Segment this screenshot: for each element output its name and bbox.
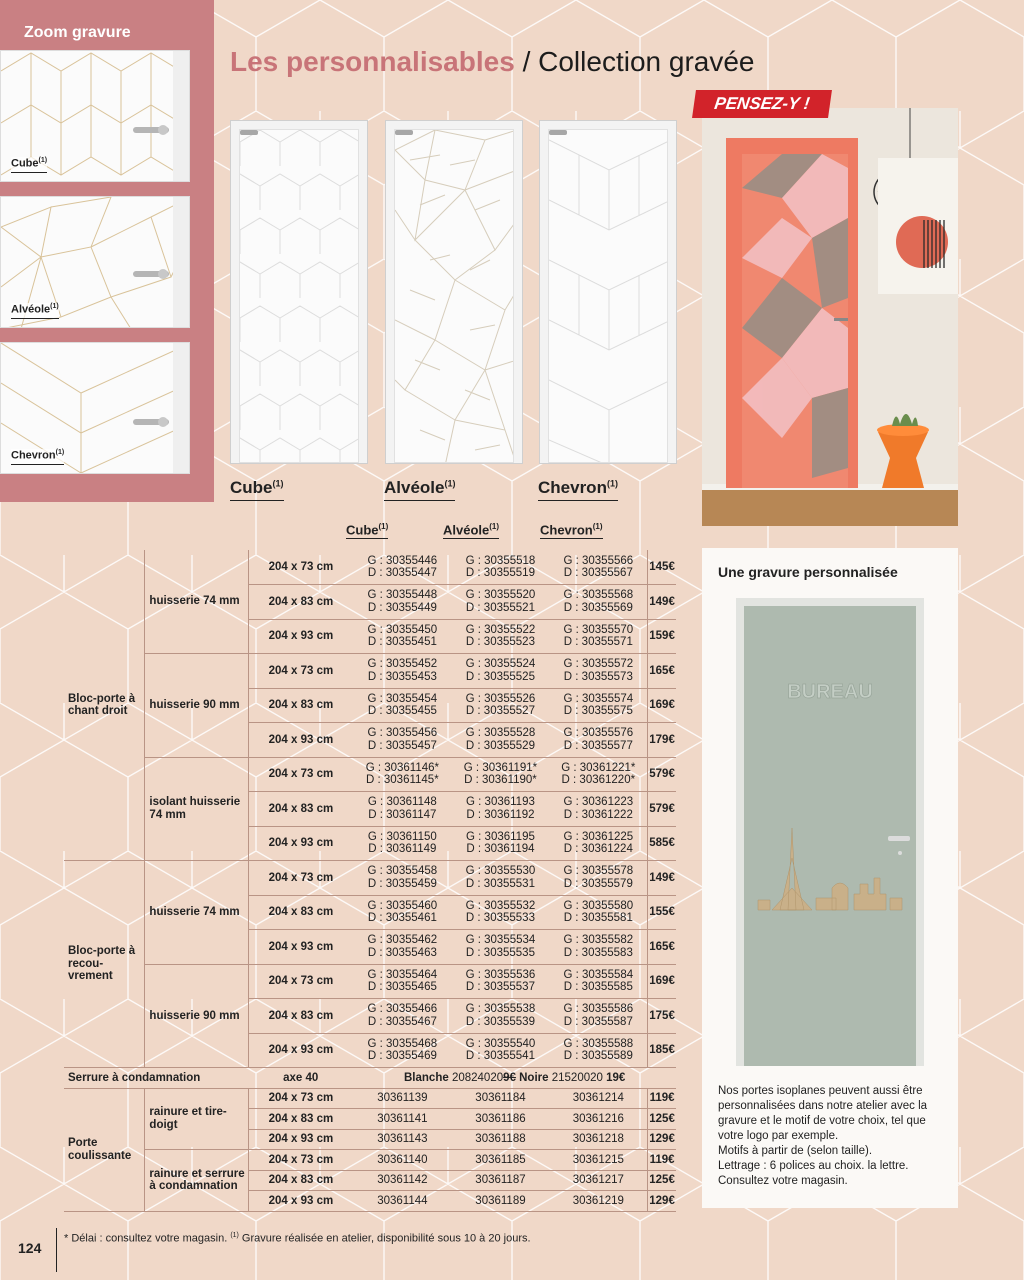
code-cell-alveole: G : 30361193 D : 30361192	[451, 792, 549, 827]
code-cell-chevron: G : 30355584 D : 30355585	[550, 964, 648, 999]
price-cell: 179€	[648, 723, 676, 758]
code-cell-chevron: G : 30355586 D : 30355587	[550, 999, 648, 1034]
dimension-cell: 204 x 93 cm	[248, 619, 353, 654]
code-cell-alveole: 30361186	[451, 1109, 549, 1130]
code-cell-cube: 30361143	[353, 1129, 451, 1150]
row-subtype-label: huisserie 74 mm	[145, 861, 248, 965]
table-row	[64, 757, 676, 792]
code-cell-chevron: 30361218	[550, 1129, 648, 1150]
code-cell-cube: G : 30355460 D : 30355461	[353, 895, 451, 930]
table-row	[64, 861, 676, 896]
dimension-cell: 204 x 73 cm	[248, 757, 353, 792]
code-cell-alveole: 30361189	[451, 1191, 549, 1212]
price-cell: 175€	[648, 999, 676, 1034]
dimension-cell: 204 x 73 cm	[248, 654, 353, 689]
table-row	[64, 654, 676, 689]
zoom-cube	[0, 50, 190, 182]
zoom-panel	[0, 0, 214, 502]
row-subtype-label: isolant huisserie 74 mm	[145, 757, 248, 861]
code-cell-chevron: G : 30361221* D : 30361220*	[550, 757, 648, 792]
zoom-title: Zoom gravure	[24, 24, 131, 41]
code-cell-alveole: G : 30355528 D : 30355529	[451, 723, 549, 758]
code-cell-alveole: G : 30355534 D : 30355535	[451, 930, 549, 965]
row-subtype-label: huisserie 74 mm	[145, 550, 248, 654]
footer-separator	[56, 1228, 57, 1272]
code-cell-cube: G : 30361150 D : 30361149	[353, 826, 451, 861]
row-subtype-label: huisserie 90 mm	[145, 964, 248, 1068]
footnote: * Délai : consultez votre magasin. $^{(1)}$ Gravure réalisée en atelier, disponibilité sous 10 à 20 jours.	[64, 1232, 531, 1245]
dimension-cell: 204 x 93 cm	[248, 1129, 353, 1150]
chevron-door-pattern	[549, 130, 668, 463]
dimension-cell: 204 x 83 cm	[248, 1170, 353, 1191]
code-cell-cube: G : 30355458 D : 30355459	[353, 861, 451, 896]
row-type-label: Bloc-porte à chant droit	[64, 550, 145, 861]
code-cell-chevron: 30361219	[550, 1191, 648, 1212]
price-cell: 125€	[648, 1170, 676, 1191]
code-cell-cube: G : 30355456 D : 30355457	[353, 723, 451, 758]
price-cell: 149€	[648, 861, 676, 896]
row-type-label: Porte coulissante	[64, 1088, 145, 1211]
code-cell-alveole: G : 30355522 D : 30355523	[451, 619, 549, 654]
dimension-cell: 204 x 83 cm	[248, 792, 353, 827]
price-cell: 119€	[648, 1150, 676, 1171]
lock-label: Serrure à condamnation	[64, 1068, 248, 1089]
price-cell: 129€	[648, 1191, 676, 1212]
price-cell: 585€	[648, 826, 676, 861]
code-cell-chevron: 30361214	[550, 1088, 648, 1109]
code-cell-chevron: G : 30355582 D : 30355583	[550, 930, 648, 965]
code-cell-chevron: G : 30361225 D : 30361224	[550, 826, 648, 861]
door-handle-icon	[240, 130, 258, 135]
zoom-label-cube: Cube$^{(1)}$	[11, 157, 47, 173]
code-cell-chevron: 30361215	[550, 1150, 648, 1171]
code-cell-alveole: G : 30355526 D : 30355527	[451, 688, 549, 723]
cube-door-pattern	[240, 130, 359, 463]
code-cell-alveole: 30361185	[451, 1150, 549, 1171]
price-cell: 159€	[648, 619, 676, 654]
code-cell-chevron: G : 30355566 D : 30355567	[550, 550, 648, 585]
dimension-cell: 204 x 83 cm	[248, 688, 353, 723]
page-title: Les personnalisables / Collection gravée	[230, 46, 755, 77]
row-subtype-label: rainure et serrure à condamnation	[145, 1150, 248, 1212]
code-cell-cube: G : 30355452 D : 30355453	[353, 654, 451, 689]
room-photo	[702, 108, 958, 526]
dimension-cell: 204 x 73 cm	[248, 1150, 353, 1171]
code-cell-chevron: G : 30355576 D : 30355577	[550, 723, 648, 758]
code-cell-cube: G : 30355450 D : 30355451	[353, 619, 451, 654]
code-cell-alveole: 30361184	[451, 1088, 549, 1109]
code-cell-alveole: G : 30355536 D : 30355537	[451, 964, 549, 999]
code-cell-alveole: G : 30355532 D : 30355533	[451, 895, 549, 930]
page-number: 124	[18, 1240, 42, 1256]
dimension-cell: 204 x 93 cm	[248, 723, 353, 758]
zoom-alveole	[0, 196, 190, 328]
zoom-chevron	[0, 342, 190, 474]
code-cell-cube: G : 30355464 D : 30355465	[353, 964, 451, 999]
code-cell-cube: G : 30361148 D : 30361147	[353, 792, 451, 827]
table-row	[64, 550, 676, 585]
zoom-label-alveole: Alvéole$^{(1)}$	[11, 303, 59, 319]
row-subtype-label: huisserie 90 mm	[145, 654, 248, 758]
code-cell-alveole: G : 30355530 D : 30355531	[451, 861, 549, 896]
row-type-label: Bloc-porte à recou-vrement	[64, 861, 145, 1068]
price-cell: 165€	[648, 930, 676, 965]
door-name-chevron: Chevron$^{(1)}$	[538, 478, 618, 501]
code-cell-chevron: G : 30355570 D : 30355571	[550, 619, 648, 654]
dimension-cell: 204 x 93 cm	[248, 1191, 353, 1212]
code-cell-alveole: G : 30355524 D : 30355525	[451, 654, 549, 689]
dimension-cell: 204 x 73 cm	[248, 861, 353, 896]
price-cell: 145€	[648, 550, 676, 585]
dimension-cell: 204 x 73 cm	[248, 964, 353, 999]
code-cell-chevron: G : 30355580 D : 30355581	[550, 895, 648, 930]
col-head-cube: Cube$^{(1)}$	[346, 522, 389, 538]
price-cell: 149€	[648, 585, 676, 620]
table-row	[64, 1088, 676, 1109]
code-cell-cube: 30361140	[353, 1150, 451, 1171]
code-cell-cube: G : 30355466 D : 30355467	[353, 999, 451, 1034]
code-cell-cube: G : 30355446 D : 30355447	[353, 550, 451, 585]
code-cell-alveole: 30361188	[451, 1129, 549, 1150]
code-cell-cube: 30361142	[353, 1170, 451, 1191]
code-cell-chevron: G : 30355588 D : 30355589	[550, 1033, 648, 1068]
col-head-chevron: Chevron$^{(1)}$	[540, 522, 603, 538]
table-row	[64, 964, 676, 999]
code-cell-chevron: G : 30355568 D : 30355569	[550, 585, 648, 620]
code-cell-cube: 30361139	[353, 1088, 451, 1109]
price-cell: 169€	[648, 688, 676, 723]
dimension-cell: 204 x 93 cm	[248, 1033, 353, 1068]
price-cell: 579€	[648, 757, 676, 792]
code-cell-alveole: G : 30355540 D : 30355541	[451, 1033, 549, 1068]
dimension-cell: 204 x 83 cm	[248, 585, 353, 620]
code-cell-chevron: G : 30355574 D : 30355575	[550, 688, 648, 723]
price-cell: 579€	[648, 792, 676, 827]
code-cell-cube: 30361144	[353, 1191, 451, 1212]
dimension-cell: 204 x 83 cm	[248, 999, 353, 1034]
dimension-cell: 204 x 83 cm	[248, 1109, 353, 1130]
price-cell: 125€	[648, 1109, 676, 1130]
code-cell-chevron: 30361216	[550, 1109, 648, 1130]
price-cell: 165€	[648, 654, 676, 689]
code-cell-chevron: G : 30355572 D : 30355573	[550, 654, 648, 689]
code-cell-alveole: 30361187	[451, 1170, 549, 1191]
code-cell-alveole: G : 30355520 D : 30355521	[451, 585, 549, 620]
row-subtype-label: rainure et tire-doigt	[145, 1088, 248, 1150]
code-cell-alveole: G : 30361191* D : 30361190*	[451, 757, 549, 792]
table-row	[64, 1150, 676, 1171]
lock-options: Blanche 208240209€ Noire 21520020 19€	[353, 1068, 676, 1089]
code-cell-cube: G : 30361146* D : 30361145*	[353, 757, 451, 792]
code-cell-chevron: 30361217	[550, 1170, 648, 1191]
code-cell-cube: G : 30355448 D : 30355449	[353, 585, 451, 620]
lock-row	[64, 1068, 676, 1089]
price-cell: 185€	[648, 1033, 676, 1068]
bureau-door-image	[736, 598, 924, 1066]
door-cube	[230, 120, 368, 464]
door-handle-icon	[395, 130, 413, 135]
price-cell: 129€	[648, 1129, 676, 1150]
dimension-cell: 204 x 73 cm	[248, 1088, 353, 1109]
bureau-title: Une gravure personnalisée	[718, 564, 898, 580]
pensez-y-banner: PENSEZ-Y !	[692, 90, 832, 118]
dimension-cell: 204 x 93 cm	[248, 930, 353, 965]
bureau-panel	[702, 548, 958, 1208]
code-cell-alveole: G : 30355538 D : 30355539	[451, 999, 549, 1034]
lock-axe: axe 40	[248, 1068, 353, 1089]
alveole-door-pattern	[395, 130, 514, 463]
price-cell: 155€	[648, 895, 676, 930]
price-cell: 119€	[648, 1088, 676, 1109]
price-table	[64, 550, 676, 1212]
bureau-description: Nos portes isoplanes peuvent aussi être personnalisées dans notre atelier avec la gravure et le motif de votre choix, tel que votre logo par exemple. Motifs à partir de (selon taille). Lettrage : 6 polices au choix. la lettre. Consultez votre magasin.	[718, 1085, 928, 1187]
code-cell-alveole: G : 30361195 D : 30361194	[451, 826, 549, 861]
dimension-cell: 204 x 83 cm	[248, 895, 353, 930]
code-cell-cube: G : 30355468 D : 30355469	[353, 1033, 451, 1068]
code-cell-cube: G : 30355454 D : 30355455	[353, 688, 451, 723]
col-head-alveole: Alvéole$^{(1)}$	[443, 522, 500, 538]
code-cell-cube: G : 30355462 D : 30355463	[353, 930, 451, 965]
price-cell: 169€	[648, 964, 676, 999]
door-name-cube: Cube$^{(1)}$	[230, 478, 284, 501]
door-handle-icon	[549, 130, 567, 135]
code-cell-alveole: G : 30355518 D : 30355519	[451, 550, 549, 585]
zoom-label-chevron: Chevron$^{(1)}$	[11, 449, 64, 465]
door-name-alveole: Alvéole$^{(1)}$	[384, 478, 455, 501]
door-alveole	[385, 120, 523, 464]
dimension-cell: 204 x 73 cm	[248, 550, 353, 585]
bureau-engraved-text: BUREAU	[787, 681, 873, 703]
code-cell-chevron: G : 30361223 D : 30361222	[550, 792, 648, 827]
code-cell-chevron: G : 30355578 D : 30355579	[550, 861, 648, 896]
dimension-cell: 204 x 93 cm	[248, 826, 353, 861]
code-cell-cube: 30361141	[353, 1109, 451, 1130]
door-chevron	[539, 120, 677, 464]
